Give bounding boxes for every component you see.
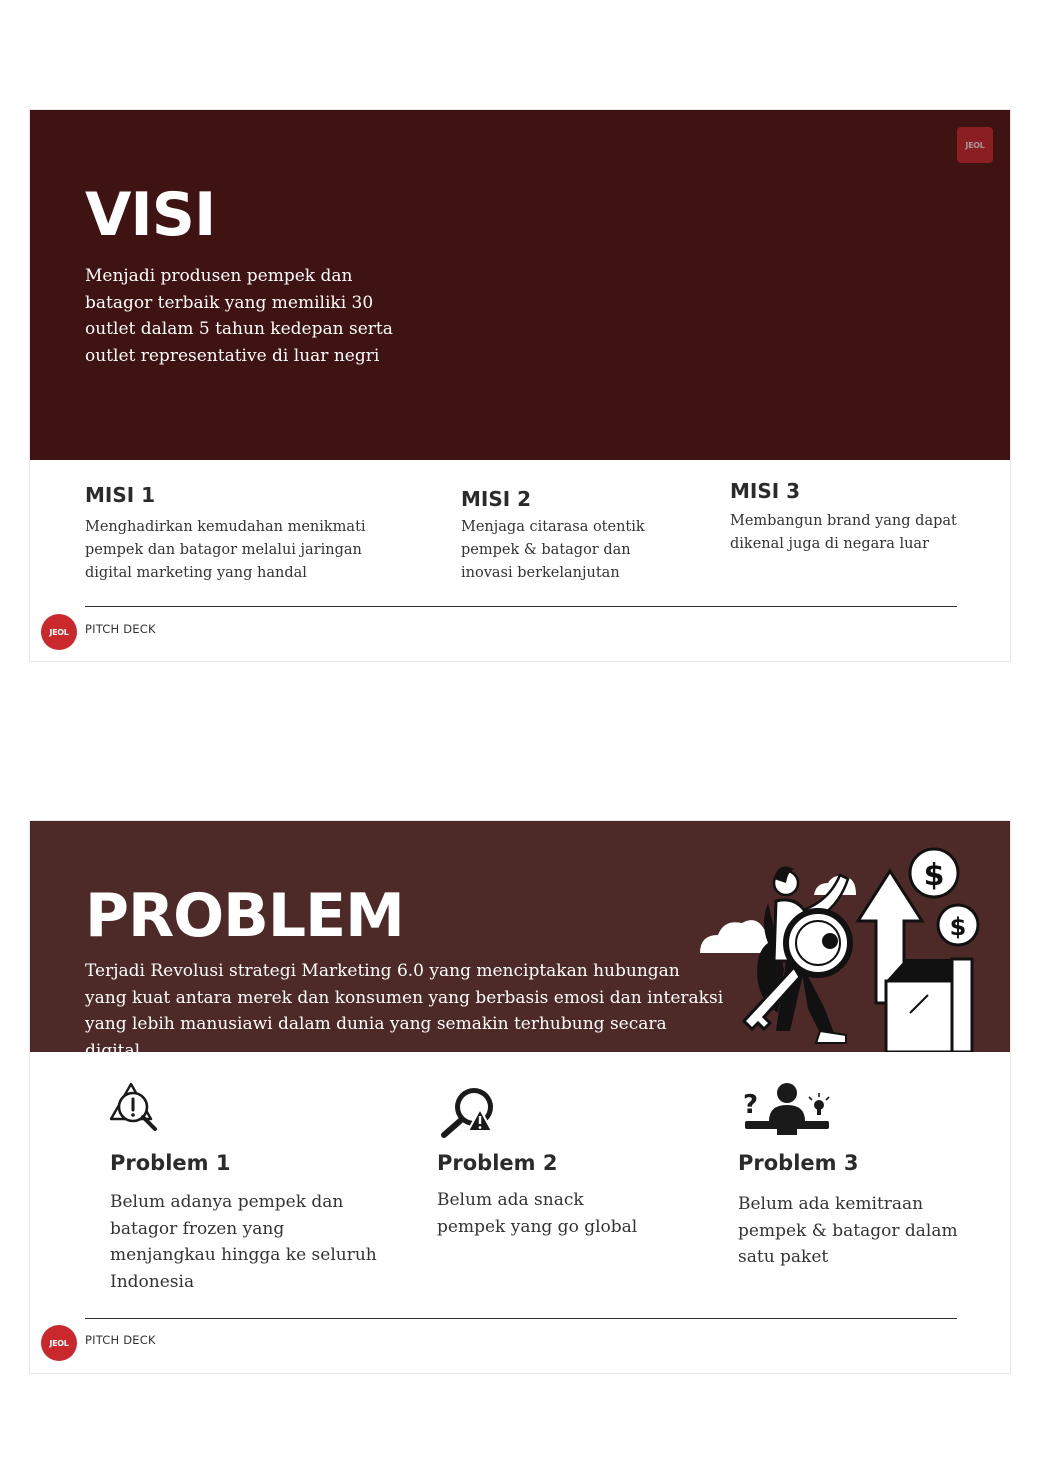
footer-divider (85, 1318, 957, 1319)
brand-logo (957, 127, 993, 163)
visi-title: VISI (85, 180, 216, 250)
problem-3-text: Belum ada kemitraan pempek & batagor dalam satu paket (738, 1194, 958, 1267)
person-question-idea-icon (741, 1081, 833, 1135)
misi-1-title: MISI 1 (85, 483, 156, 507)
misi-1-text: Menghadirkan kemudahan menikmati pempek dan batagor melalui jaringan digital marketing yang handal (85, 519, 366, 581)
problem-1-title: Problem 1 (110, 1151, 231, 1175)
problem-3-title: Problem 3 (738, 1151, 859, 1175)
footer-logo-text: JEOL (49, 627, 69, 637)
misi-2-text: Menjaga citarasa otentik pempek & batagor dan inovasi berkelanjutan (461, 519, 645, 581)
brand-logo-text: JEOL (965, 140, 985, 150)
search-alert-icon (440, 1085, 496, 1139)
problem-statement: Terjadi Revolusi strategi Marketing 6.0 yang menciptakan hubungan yang kuat antara merek dan konsumen yang berbasis emosi dan interaksi yang lebih manusiawi dalam dunia yang semakin terhubung secara digital. (85, 961, 724, 1061)
footer-logo (41, 614, 77, 650)
slide-visi (29, 109, 1011, 662)
misi-3-title: MISI 3 (730, 479, 801, 503)
misi-2-title: MISI 2 (461, 487, 532, 511)
misi-3-text: Membangun brand yang dapat dikenal juga di negara luar (730, 513, 957, 552)
footer-logo (41, 1325, 77, 1361)
problem-title: PROBLEM (85, 881, 404, 951)
problem-2-title: Problem 2 (437, 1151, 558, 1175)
slide-problem (29, 820, 1011, 1374)
warning-magnifier-icon (109, 1081, 159, 1133)
svg-text:$: $ (949, 913, 967, 941)
footer-logo-text: JEOL (49, 1338, 69, 1348)
footer-label: PITCH DECK (85, 622, 156, 636)
problem-2-text: Belum ada snack pempek yang go global (437, 1190, 638, 1237)
svg-text:$: $ (923, 858, 945, 893)
footer-label: PITCH DECK (85, 1333, 156, 1347)
visi-statement: Menjadi produsen pempek dan batagor terbaik yang memiliki 30 outlet dalam 5 tahun kedepan serta outlet representative di luar negri (85, 266, 393, 366)
woman-with-key-illustration (690, 843, 990, 1052)
footer-divider (85, 606, 957, 607)
svg-text:?: ? (743, 1090, 759, 1120)
problem-1-text: Belum adanya pempek dan batagor frozen yang menjangkau hingga ke seluruh Indonesia (110, 1192, 377, 1292)
